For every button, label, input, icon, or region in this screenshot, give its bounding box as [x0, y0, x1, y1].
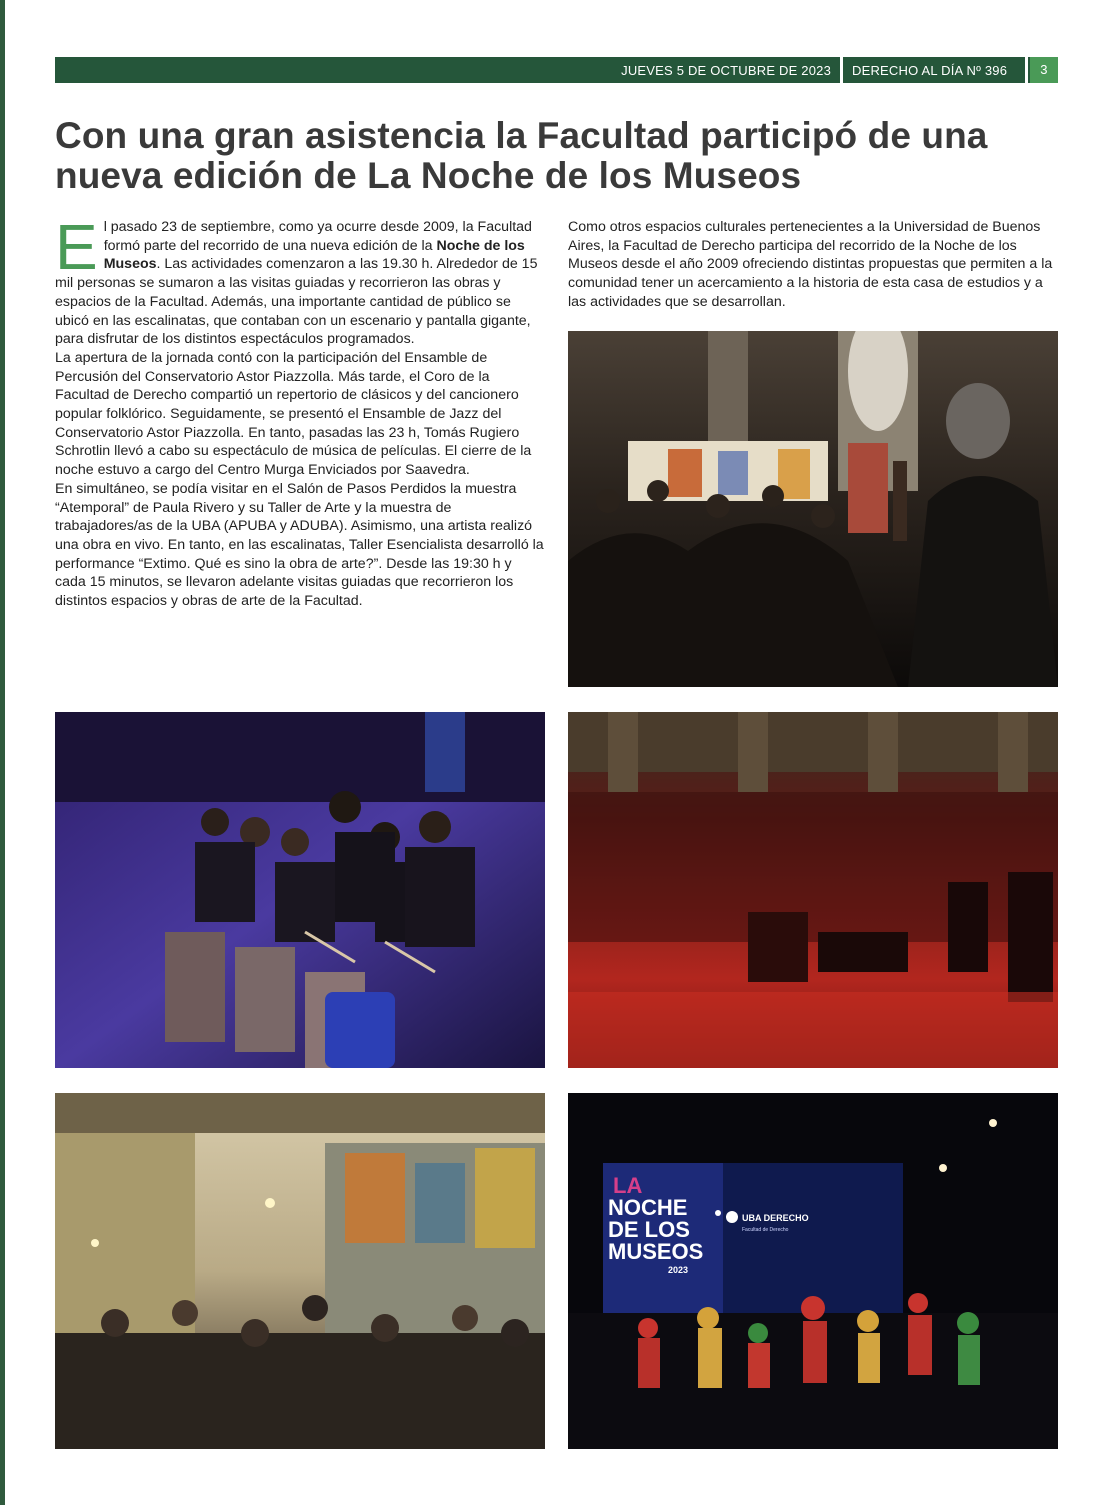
drop-cap: E: [55, 211, 98, 283]
issue-date: JUEVES 5 DE OCTUBRE DE 2023: [621, 63, 831, 78]
photo-live-painting-gallery: [568, 331, 1058, 687]
paragraph-text: l pasado 23 de septiembre, como ya ocurre desde 2009, la Facultad formó parte del recorrido de una nueva edición de la: [103, 219, 532, 254]
page-header: [55, 57, 1058, 83]
article-column-right: [568, 218, 1058, 312]
header-divider: [1025, 57, 1028, 83]
sign-text-de-los: DE LOS: [608, 1217, 690, 1242]
article-paragraph: En simultáneo, se podía visitar en el Salón de Pasos Perdidos la muestra “Atemporal” de Paula Rivero y su Taller de Arte y la muestra de trabajadores/as de la UBA (APUBA y ADUBA). Asimismo, una artista realizó una obra en vivo. En tanto, en las escalinatas, Taller Esencialista desarrolló la performance “Extimo. Qué es sino la obra de arte?”. Desde las 19:30 h y cada 15 minutos, se llevaron adelante visitas guiadas que recorrieron los distintos espacios y obras de arte de la Facultad.: [55, 480, 544, 610]
header-divider: [840, 57, 843, 83]
event-name: Noche de los Museos: [103, 237, 525, 273]
publication-issue: DERECHO AL DÍA Nº 396: [852, 63, 1008, 78]
article-paragraph: Como otros espacios culturales pertenecientes a la Universidad de Buenos Aires, la Facultad de Derecho participa del recorrido de la Noche de los Museos desde el año 2009 ofreciendo distintas propuestas que permiten a la comunidad tener un acercamiento a la historia de esta casa de estudios y a las actividades que se desarrollan.: [568, 219, 1053, 310]
sign-text-noche: NOCHE: [608, 1195, 688, 1220]
page-number: 3: [1030, 57, 1058, 83]
article-paragraph: La apertura de la jornada contó con la participación del Ensamble de Percusión del Conservatorio Astor Piazzolla. Más tarde, el Coro de la Facultad de Derecho compartió un repertorio de clásicos y del cancionero popular folklórico. Seguidamente, se presentó el Ensamble de Jazz del Conservatorio Astor Piazzolla. En tanto, pasadas las 23 h, Tomás Rugiero Schrotlin llevó a cabo su espectáculo de música de películas. El cierre de la noche estuvo a cargo del Centro Murga Enviciados por Saavedra.: [55, 349, 532, 479]
sign-text-year: 2023: [668, 1265, 689, 1275]
photo-murga-screen-sign: [568, 1093, 1058, 1449]
sign-text-museos: MUSEOS: [608, 1239, 704, 1264]
article-paragraph: [55, 211, 545, 349]
photo-guided-visit-mural: [55, 1093, 545, 1449]
article-title: Con una gran asistencia la Facultad participó de una nueva edición de La Noche de los Museos: [55, 115, 988, 196]
left-margin-rule: [0, 0, 5, 1505]
paragraph-text: . Las actividades comenzaron a las 19.30 h. Alrededor de 15 mil personas se sumaron a las visitas guiadas y recorrieron las obras y espacios de la Facultad. Además, una importante cantidad de público se ubicó en las escalinatas, que contaban con un escenario y pantalla gigante, para disfrutar de los distintos espectáculos programados.: [55, 256, 538, 348]
uba-logo-icon: [726, 1211, 738, 1223]
article-column-left: [55, 211, 545, 611]
sign-brand: UBA DERECHO: [742, 1213, 809, 1223]
sign-brand-sub: Facultad de Derecho: [742, 1227, 789, 1233]
photo-percussion-ensemble: [55, 712, 545, 1068]
photo-steps-audience-concert: [568, 712, 1058, 1068]
sign-text-la: LA: [613, 1173, 643, 1198]
